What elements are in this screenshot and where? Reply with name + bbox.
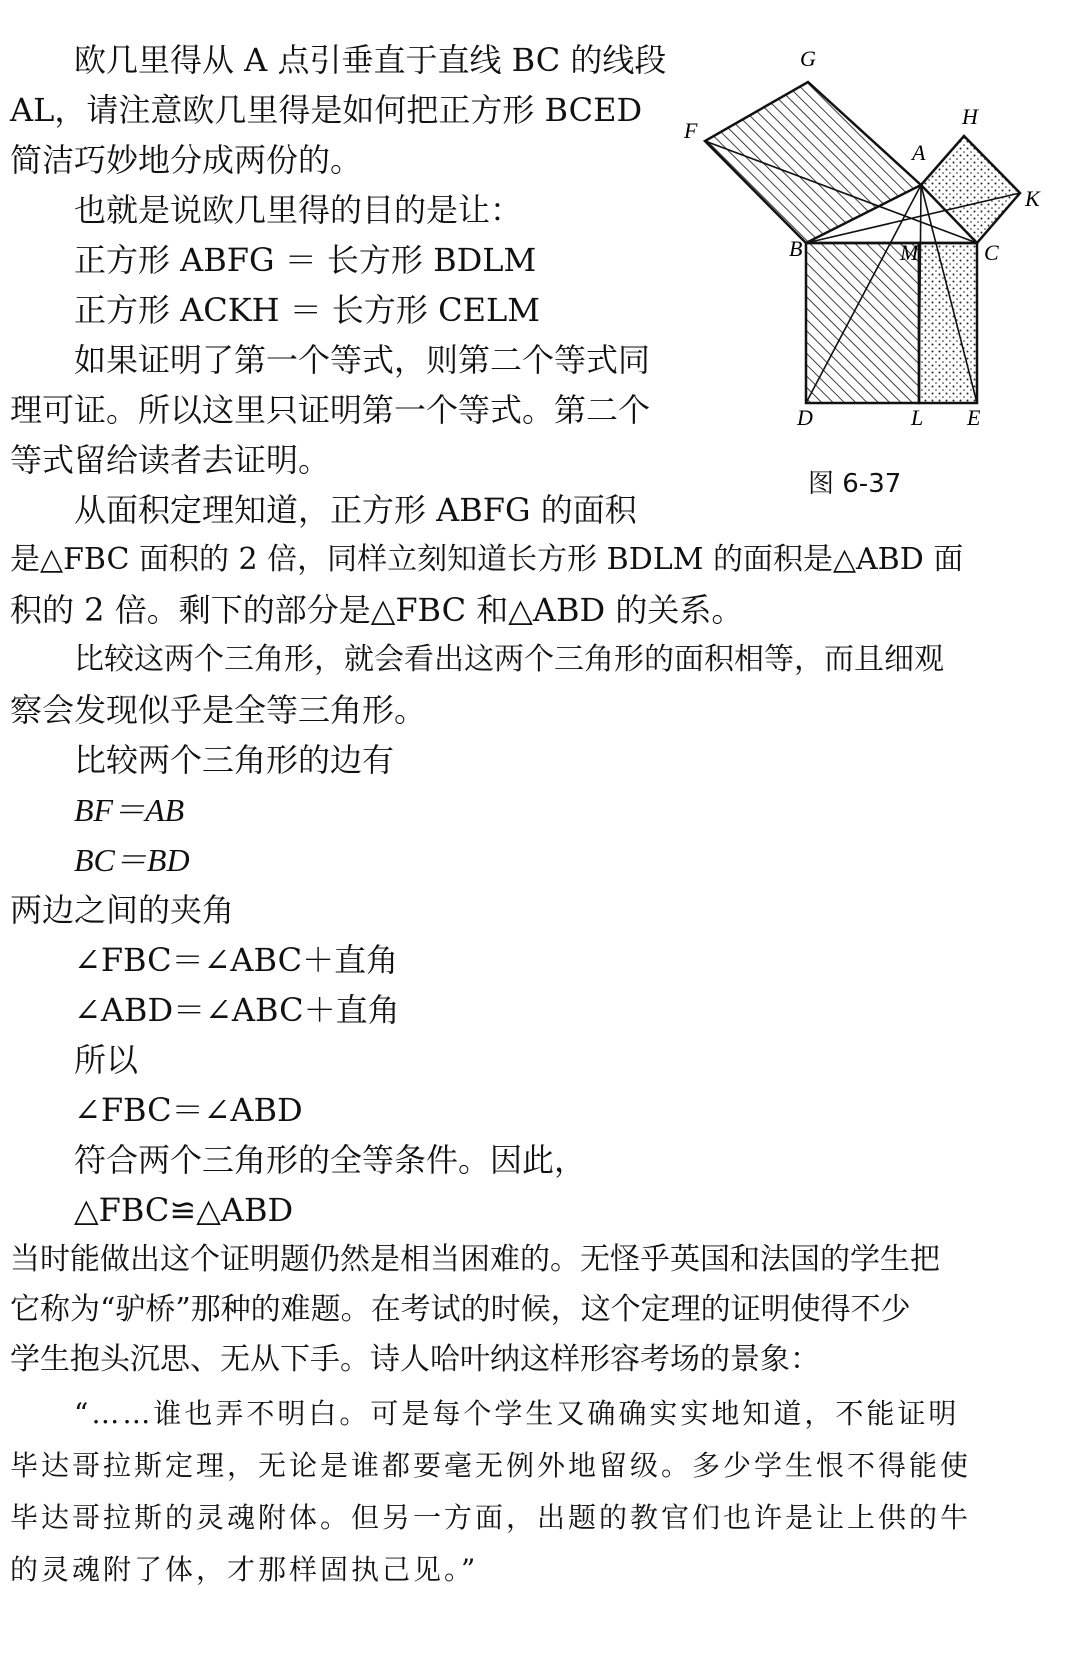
label-k: K (1025, 186, 1040, 211)
text-line-11: 是△FBC 面积的 2 倍，同样立刻知道长方形 BDLM 的面积是△ABD 面 (10, 542, 964, 577)
text-line-17: BC＝BD (74, 842, 190, 878)
text-line-6: 正方形 ACKH ＝ 长方形 CELM (74, 291, 540, 329)
pythagorean-proof-figure (684, 38, 1065, 468)
rectangle-celm (919, 243, 977, 403)
text-line-7: 如果证明了第一个等式，则第二个等式同 (74, 341, 651, 379)
label-g: G (800, 46, 816, 71)
text-line-29: 毕达哥拉斯定理，无论是谁都要毫无例外地留级。多少学生恨不得能使 (10, 1449, 972, 1482)
figure-caption: 图 6-37 (808, 469, 902, 499)
text-line-14: 察会发现似乎是全等三角形。 (10, 691, 427, 729)
label-h: H (962, 104, 978, 129)
text-line-10: 从面积定理知道，正方形 ABFG 的面积 (74, 491, 637, 529)
label-c: C (984, 240, 999, 265)
text-line-24: △FBC≌△ABD (74, 1191, 294, 1229)
label-m: M (900, 240, 919, 265)
text-line-4: 也就是说欧几里得的目的是让： (74, 191, 523, 229)
text-line-27: 学生抱头沉思、无从下手。诗人哈叶纳这样形容考场的景象： (10, 1342, 820, 1377)
text-line-3: 简洁巧妙地分成两份的。 (10, 141, 363, 179)
text-line-15: 比较两个三角形的边有 (74, 741, 395, 779)
label-e: E (967, 405, 981, 430)
text-line-9: 等式留给读者去证明。 (10, 441, 331, 479)
text-line-25: 当时能做出这个证明题仍然是相当困难的。无怪乎英国和法国的学生把 (10, 1242, 940, 1277)
label-f: F (684, 118, 698, 143)
label-b: B (789, 236, 803, 261)
text-line-20: ∠ABD＝∠ABC＋直角 (74, 991, 400, 1029)
text-line-30: 毕达哥拉斯的灵魂附体。但另一方面，出题的教官们也许是让上供的牛 (10, 1501, 972, 1534)
label-d: D (797, 405, 813, 430)
text-line-19: ∠FBC＝∠ABC＋直角 (74, 941, 399, 979)
rectangle-bdlm (806, 243, 919, 403)
text-line-12: 积的 2 倍。剩下的部分是△FBC 和△ABD 的关系。 (10, 591, 744, 629)
text-line-13: 比较这两个三角形，就会看出这两个三角形的面积相等，而且细观 (74, 642, 944, 677)
text-line-2: AL，请注意欧几里得是如何把正方形 BCED (10, 91, 643, 129)
text-line-21: 所以 (74, 1041, 139, 1079)
square-abfg (705, 82, 921, 243)
text-line-23: 符合两个三角形的全等条件。因此， (74, 1141, 587, 1179)
label-a: A (912, 140, 926, 165)
text-line-8: 理可证。所以这里只证明第一个等式。第二个 (10, 391, 651, 429)
text-line-18: 两边之间的夹角 (10, 891, 235, 929)
label-l: L (911, 405, 924, 430)
text-line-1: 欧几里得从 A 点引垂直于直线 BC 的线段 (74, 41, 667, 79)
text-line-16: BF＝AB (74, 792, 185, 828)
text-line-28: “……谁也弄不明白。可是每个学生又确确实实地知道，不能证明 (74, 1397, 960, 1430)
text-line-5: 正方形 ABFG ＝ 长方形 BDLM (74, 241, 537, 279)
text-line-22: ∠FBC＝∠ABD (74, 1091, 303, 1129)
text-line-26: 它称为“驴桥”那种的难题。在考试的时候，这个定理的证明使得不少 (10, 1292, 911, 1327)
text-line-31: 的灵魂附了体，才那样固执己见。” (10, 1553, 479, 1586)
